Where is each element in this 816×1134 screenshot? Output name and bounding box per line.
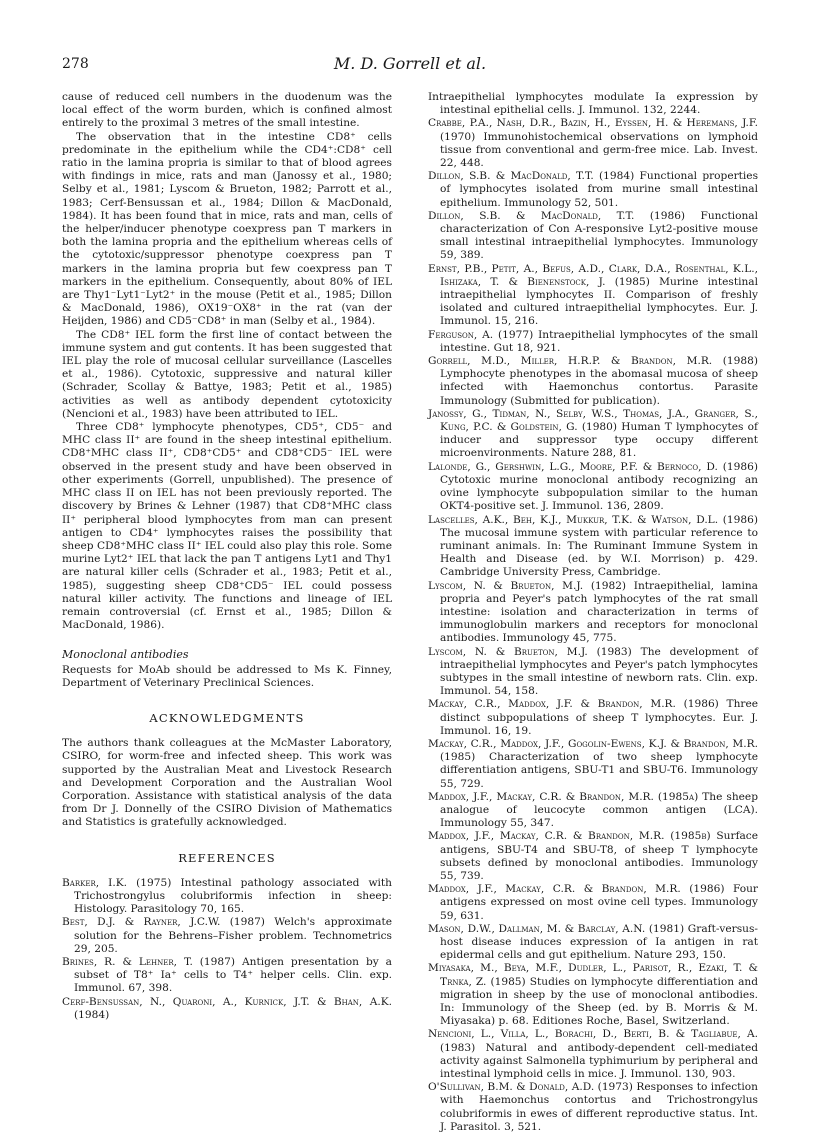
reference-item [428,830,758,883]
reference-text: Lymphocyte phenotypes in the abomasal mucosa of sheep infected with Haemonchus contortus. Parasite Immunology (Submitted for publication). [440,368,758,407]
reference-item [428,962,758,1028]
reference-authors: Barker, I.K. (1975) [62,876,172,889]
reference-item [428,170,758,210]
reference-authors: Janossy, G., Tidman, N., Selby, W.S., Thomas, J.A., Granger, S., Kung, P.C. & Goldstein, G. (1980) [428,407,758,434]
references-heading: REFERENCES [178,850,276,865]
page-number: 278 [62,56,89,72]
reference-authors: Maddox, J.F., Mackay, C.R. & Brandon, M.R. (1986) [428,883,725,896]
reference-authors: Lyscom, N. & Brueton, M.J. (1983) [428,645,632,658]
reference-authors: Best, D.J. & Rayner, J.C.W. (1987) [62,916,265,929]
reference-text: Graft-versus-host disease induces expression of Ia antigen in rat epidermal cells and gut epithelium. Nature 293, 150. [440,922,759,962]
reference-text: Surface antigens, SBU-T4 and SBU-T8, of sheep T lymphocyte subsets defined by monoclonal antibodies. Immunology 55, 739. [440,830,759,882]
right-column [428,91,758,1134]
reference-text: Immunohistochemical observations on lymphoid tissue from conventional and germ-free mice. Lab. Invest. 22, 448. [440,130,758,170]
reference-item [428,883,758,923]
reference-text: Natural and antibody-dependent cell-mediated activity against Salmonella typhimurium by peripheral and intestinal lymphoid cells in mice. J. Immunol. 130, 903. [440,1041,758,1081]
reference-text: The mucosal immune system with particular reference to ruminant animals. In: The Ruminant Immune System in Health and Disease (ed. by W.I. Morrison) p. 429. Cambridge University Press, Cambridge. [440,526,758,579]
reference-text: Intraepithelial lymphocytes modulate Ia expression by intestinal epithelial cells. J. Immunol. 132, 2244. [428,91,758,117]
reference-authors: Lyscom, N. & Brueton, M.J. (1982) [428,579,627,592]
page-header [62,56,758,80]
acknowledgments-heading: ACKNOWLEDGMENTS [149,710,305,725]
reference-item [428,355,758,408]
reference-text: Four antigens expressed on most ovine cell types. Immunology 59, 631. [440,883,758,922]
body-paragraph: Three CD8⁺ lymphocyte phenotypes, CD5⁺, CD5⁻ and MHC class II⁺ are found in the sheep intestinal epithelium. CD8⁺MHC class II⁺, CD8⁺CD5⁺ and CD8⁺CD5⁻ IEL were observed in the present study and have been observed in other experiments (Gorrell, unpublished). The presence of MHC class II on IEL has not been previously reported. The discovery by Brines & Lehner (1987) that CD8⁺MHC class II⁺ peripheral blood lymphocytes from man can present antigen to CD4⁺ lymphocytes raises the possibility that sheep CD8⁺MHC class II⁺ IEL could also play this role. Some murine Lyt2⁺ IEL that lack the pan T antigens Lyt1 and Thy1 are natural killer cells (Schrader et al., 1983; Petit et al., 1985), suggesting sheep CD8⁺CD5⁻ IEL could possess natural killer activity. The functions and lineage of IEL remain controversial (cf. Ernst et al., 1985; Dillon & MacDonald, 1986). [62,421,392,632]
reference-text: Antigen presentation by a subset of T8⁺ Ia⁺ cells to T4⁺ helper cells. Clin. exp. Immunol. 67, 398. [74,955,392,995]
reference-item [428,461,758,514]
reference-item [428,91,758,117]
body-paragraph: The CD8⁺ IEL form the first line of contact between the immune system and gut contents. It has been suggested that IEL play the role of mucosal cellular surveillance (Lascelles et al., 1986). Cytotoxic, suppressive and natural killer (Schrader, Scollay & Battye, 1983; Petit et al., 1985) activities as well as antibody dependent cytotoxicity (Nencioni et al., 1983) have been attributed to IEL. [62,328,392,420]
reference-authors: O'Sullivan, B.M. & Donald, A.D. (1973) [428,1081,633,1094]
reference-item [428,1081,758,1134]
reference-authors: Maddox, J.F., Mackay, C.R. & Brandon, M.R. (1985b) [428,830,711,843]
reference-text: Welch's approximate solution for the Behrens–Fisher problem. Technometrics 29, 205. [74,916,392,955]
running-head: M. D. Gorrell et al. [333,54,487,73]
moab-heading: Monoclonal antibodies [62,648,189,662]
reference-text: Characterization of two sheep lymphocyte differentiation antigens, SBU-T1 and SBU-T6. Immunology 55, 729. [440,751,758,790]
reference-authors: Mason, D.W., Dallman, M. & Barclay, A.N. (1981) [428,922,685,935]
reference-text: Responses to infection with Haemonchus contortus and Trichostrongylus colubriformis in ewes of different reproductive status. Int. J. Parasitol. 3, 521. [440,1081,758,1133]
reference-item [428,738,758,791]
reference-item [428,263,758,329]
reference-item [62,956,392,996]
reference-authors: Maddox, J.F., Mackay, C.R. & Brandon, M.R. (1985a) [428,790,699,803]
reference-text: Intestinal pathology associated with Trichostrongylus colubriformis infection in sheep: Histology. Parasitology 70, 165. [74,876,392,916]
reference-item [428,329,758,355]
reference-item [428,514,758,580]
reference-authors: Crabbe, P.A., Nash, D.R., Bazin, H., Eyssen, H. & Heremans, J.F. (1970) [428,117,758,143]
right-reference-list [428,91,758,1134]
reference-authors: Dillon, S.B. & MacDonald, T.T. (1984) [428,170,635,183]
reference-authors: Nencioni, L., Villa, L., Borachi, D., Berti, B. & Tagliabue, A. (1983) [428,1028,758,1054]
reference-text: The sheep analogue of leucocyte common antigen (LCA). Immunology 55, 347. [440,790,758,830]
reference-item [62,916,392,956]
moab-text: Requests for MoAb should be addressed to Ms K. Finney, Department of Veterinary Preclinical Sciences. [62,663,392,689]
reference-text: Functional characterization of Con A-responsive Lyt2-positive mouse small intestinal intraepithelial lymphocytes. Immunology 59, 389. [440,209,758,262]
left-reference-list [62,877,392,1022]
reference-item [428,580,758,646]
reference-text: Intraepithelial lymphocytes of the small intestine. Gut 18, 921. [440,328,758,354]
reference-item [428,646,758,699]
reference-authors: Brines, R. & Lehner, T. (1987) [62,955,236,968]
reference-authors: Ernst, P.B., Petit, A., Befus, A.D., Clark, D.A., Rosenthal, K.L., Ishizaka, T. & Bienenstock, J. (1985) [428,262,758,288]
reference-item [62,877,392,917]
reference-text: Intraepithelial, lamina propria and Peyer's patch lymphocytes of the rat small intestine: isolation and characterization in terms of immunoglobulin markers and receptors for monoclonal antibodies. Immunology 45, 775. [440,579,758,645]
reference-authors: Gorrell, M.D., Miller, H.R.P. & Brandon, M.R. (1988) [428,355,758,368]
body-paragraph: cause of reduced cell numbers in the duodenum was the local effect of the worm burden, which is confined almost entirely to the proximal 3 metres of the small intestine. [62,91,392,130]
acknowledgments-text: The authors thank colleagues at the McMaster Laboratory, CSIRO, for worm-free and infected sheep. This work was supported by the Australian Meat and Livestock Research and Development Corporation and the Australian Wool Corporation. Assistance with statistical analysis of the data from Dr J. Donnelly of the CSIRO Division of Mathematics and Statistics is gratefully acknowledged. [62,737,392,829]
reference-text: Human T lymphocytes of inducer and suppressor type occupy different microenvironments. Nature 288, 81. [440,421,758,460]
reference-text: Functional properties of lymphocytes isolated from murine small intestinal epithelium. Immunology 52, 501. [440,170,759,209]
reference-text: Murine intestinal intraepithelial lymphocytes II. Comparison of freshly isolated and cultured intraepithelial lymphocytes. Eur. J. Immunol. 15, 216. [440,275,758,328]
reference-item [428,210,758,263]
reference-item [428,791,758,831]
reference-item [428,117,758,170]
reference-item [62,996,392,1022]
reference-text: Studies on lymphocyte differentiation and migration in sheep by the use of monoclonal antibodies. In: Immunology of the Sheep (ed. by B. Morris & M. Miyasaka) p. 68. Editiones Roche, Basel, Switzerland. [440,975,758,1028]
body-paragraph: The observation that in the intestine CD8⁺ cells predominate in the epithelium while the CD4⁺:CD8⁺ cell ratio in the lamina propria is similar to that of blood agrees with findings in mice, rats and man (Janossy et al., 1980; Selby et al., 1981; Lyscom & Brueton, 1982; Parrott et al., 1983; Cerf-Bensussan et al., 1984; Dillon & MacDonald, 1984). It has been found that in mice, rats and man, cells of the helper/inducer phenotype coexpress pan T markers in both the lamina propria and the epithelium whereas cells of the cytotoxic/suppressor phenotype coexpress pan T markers in the lamina propria but few coexpress pan T markers in the epithelium. Consequently, about 80% of IEL are Thy1⁻Lyt1⁻Lyt2⁺ in the mouse (Petit et al., 1985; Dillon & MacDonald, 1986), OX19⁻OX8⁺ in the rat (van der Heijden, 1986) and CD5⁻CD8⁺ in man (Selby et al., 1984). [62,130,392,328]
left-column [62,91,392,1022]
reference-authors: Dillon, S.B. & MacDonald, T.T. (1986) [428,209,686,222]
reference-authors: Cerf-Bensussan, N., Quaroni, A., Kurnick, J.T. & Bhan, A.K. (1984) [62,995,392,1021]
reference-authors: Lalonde, G., Gershwin, L.G., Moore, P.F. & Bernoco, D. (1986) [428,460,758,473]
reference-authors: Mackay, C.R., Maddox, J.F., Gogolin-Ewens, K.J. & Brandon, M.R. (1985) [428,737,758,764]
reference-text: Three distinct subpopulations of sheep T lymphocytes. Eur. J. Immunol. 16, 19. [440,698,759,737]
reference-item [428,923,758,963]
reference-text: Cytotoxic murine monoclonal antibody recognizing an ovine lymphocyte subpopulation similar to the human OKT4-positive set. J. Immunol. 136, 2809. [440,473,758,513]
reference-authors: Mackay, C.R., Maddox, J.F. & Brandon, M.R. (1986) [428,698,719,711]
reference-item [428,698,758,738]
reference-authors: Ferguson, A. (1977) [428,328,534,341]
reference-item [428,408,758,461]
reference-text: The development of intraepithelial lymphocytes and Peyer's patch lymphocytes subtypes in the small intestine of newborn rats. Clin. exp. Immunol. 54, 158. [440,645,758,698]
reference-authors: Lascelles, A.K., Beh, K.J., Mukkur, T.K. & Watson, D.L. (1986) [428,513,758,526]
reference-authors: Miyasaka, M., Beya, M.F., Dudler, L., Parisot, R., Ezaki, T. & Trnka, Z. (1985) [428,962,758,988]
reference-item [428,1028,758,1081]
